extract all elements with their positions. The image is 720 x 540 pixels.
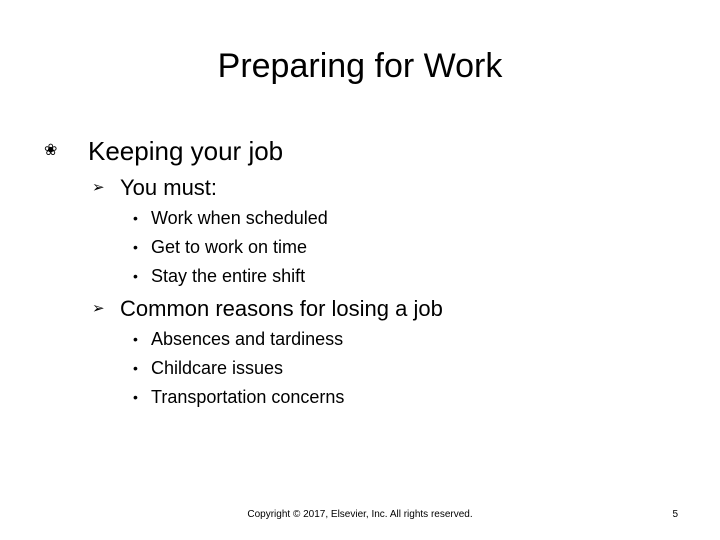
list-item-text: Get to work on time <box>151 237 308 257</box>
list-item-text: Childcare issues <box>151 358 284 378</box>
list-item-text: Transportation concerns <box>151 387 345 407</box>
ribbon-bullet-icon: ❀ <box>44 142 58 159</box>
list-item <box>133 383 344 412</box>
dot-bullet-icon: • <box>133 389 138 405</box>
copyright-footer: Copyright © 2017, Elsevier, Inc. All rights reserved. <box>247 509 473 520</box>
arrowhead-bullet-icon: ➢ <box>92 300 105 317</box>
level1-bullet-item <box>44 133 283 169</box>
list-item <box>133 325 344 354</box>
arrowhead-bullet-icon: ➢ <box>92 179 105 196</box>
slide-title: Preparing for Work <box>217 47 503 85</box>
level1-text: Keeping your job <box>88 136 284 166</box>
list-item <box>133 204 328 233</box>
section-heading-losing-a-job <box>92 294 443 324</box>
section-heading-text: Common reasons for losing a job <box>120 296 443 321</box>
dot-bullet-icon: • <box>133 210 138 226</box>
section-heading-text: You must: <box>120 175 218 200</box>
dot-bullet-icon: • <box>133 268 138 284</box>
list-item <box>133 233 328 262</box>
page-number: 5 <box>672 509 678 520</box>
list-item <box>133 354 344 383</box>
dot-bullet-icon: • <box>133 360 138 376</box>
dot-bullet-icon: • <box>133 239 138 255</box>
bullet-list-you-must <box>133 204 328 291</box>
list-item-text: Stay the entire shift <box>151 266 306 286</box>
list-item-text: Absences and tardiness <box>151 329 344 349</box>
list-item-text: Work when scheduled <box>151 208 328 228</box>
section-heading-you-must <box>92 173 217 203</box>
bullet-list-losing-a-job <box>133 325 344 412</box>
dot-bullet-icon: • <box>133 331 138 347</box>
list-item <box>133 262 328 291</box>
